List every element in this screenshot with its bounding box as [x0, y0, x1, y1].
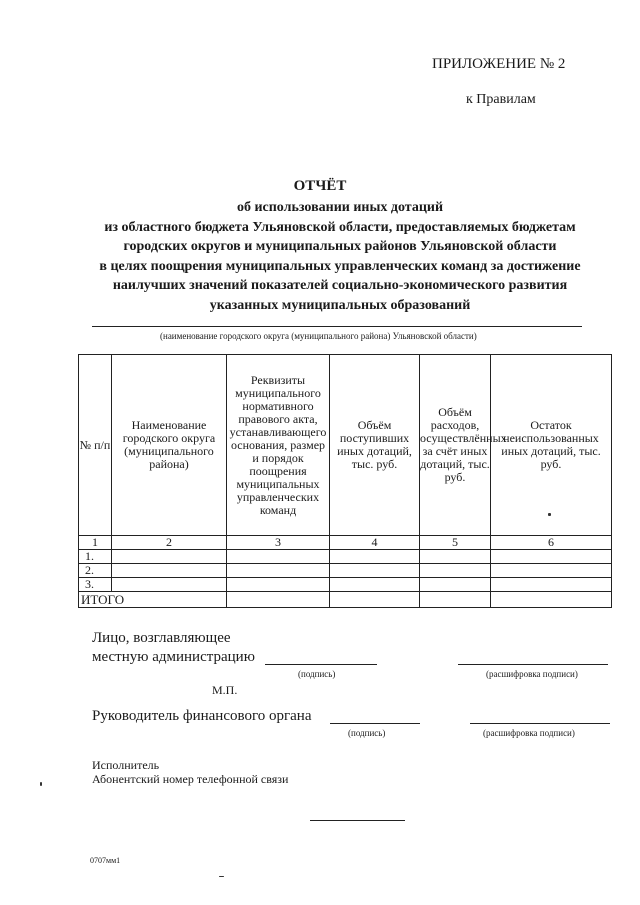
subtitle-line: об использовании иных дотаций	[236, 200, 444, 215]
finance-decode-line[interactable]	[470, 723, 610, 724]
column-number: 6	[491, 536, 612, 550]
finance-signature-caption: (подпись)	[348, 728, 386, 738]
table-cell[interactable]	[330, 550, 420, 564]
table-cell[interactable]	[420, 592, 491, 608]
scan-speck	[548, 513, 551, 516]
stamp-place: М.П.	[212, 683, 238, 697]
table-cell[interactable]	[491, 564, 612, 578]
table-cell[interactable]	[112, 550, 227, 564]
subtitle-line: в целях поощрения муниципальных управленческих команд за достижение	[99, 258, 581, 274]
column-number: 4	[330, 536, 420, 550]
scan-speck	[40, 782, 42, 786]
subtitle-line: указанных муниципальных образований	[209, 297, 471, 313]
column-number: 3	[227, 536, 330, 550]
header-col-remainder: Остаток неиспользованных иных дотаций, тыс. руб.	[491, 355, 612, 536]
closing-line	[310, 820, 405, 821]
table-cell[interactable]	[491, 578, 612, 592]
header-col-act: Реквизиты муниципального нормативного правового акта, устанавливающего основания, размер и порядок поощрения муниципальных управленческих команд	[227, 355, 330, 536]
head-signature-caption: (подпись)	[298, 669, 336, 679]
column-number: 2	[112, 536, 227, 550]
executor-label: Исполнитель	[92, 758, 160, 772]
header-col-received: Объём поступивших иных дотаций, тыс. руб.	[330, 355, 420, 536]
table-cell[interactable]	[330, 578, 420, 592]
table-cell[interactable]	[330, 592, 420, 608]
total-row	[79, 592, 612, 608]
subtitle-line: городских округов и муниципальных районов Ульяновской области	[123, 239, 557, 254]
row-number: 1.	[79, 550, 112, 564]
head-title-line1: Лицо, возглавляющее	[92, 630, 231, 646]
header-col-municipality: Наименование городского округа (муниципального района)	[112, 355, 227, 536]
row-number: 2.	[79, 564, 112, 578]
table-cell[interactable]	[112, 564, 227, 578]
head-signature-line[interactable]	[265, 664, 377, 665]
report-subtitle	[60, 198, 620, 315]
subtitle-line: из областного бюджета Ульяновской области, предоставляемых бюджетам	[104, 219, 576, 235]
head-decode-caption: (расшифровка подписи)	[486, 669, 578, 679]
table-cell[interactable]	[420, 564, 491, 578]
table-cell[interactable]	[112, 578, 227, 592]
table-cell[interactable]	[227, 592, 330, 608]
table-row	[79, 564, 612, 578]
table-cell[interactable]	[491, 592, 612, 608]
phone-label: Абонентский номер телефонной связи	[92, 772, 289, 786]
finance-signature-line[interactable]	[330, 723, 420, 724]
footer-code: 0707мм1	[90, 856, 121, 865]
subtitle-line: наилучших значений показателей социально-экономического развития	[112, 278, 568, 293]
header-col-number: № п/п	[79, 355, 112, 536]
column-number: 5	[420, 536, 491, 550]
report-title: ОТЧЁТ	[293, 178, 347, 194]
table-cell[interactable]	[420, 550, 491, 564]
municipality-name-line	[92, 326, 582, 327]
report-table	[78, 354, 612, 608]
head-decode-line[interactable]	[458, 664, 608, 665]
header-col-spent: Объём расходов, осуществлённых за счёт иных дотаций, тыс. руб.	[420, 355, 491, 536]
table-row	[79, 578, 612, 592]
municipality-caption: (наименование городского округа (муниципального района) Ульяновской области)	[160, 331, 477, 341]
table-cell[interactable]	[227, 550, 330, 564]
table-cell[interactable]	[330, 564, 420, 578]
scan-speck	[219, 876, 224, 877]
table-cell[interactable]	[491, 550, 612, 564]
table-cell[interactable]	[227, 578, 330, 592]
finance-decode-caption: (расшифровка подписи)	[483, 728, 575, 738]
table-cell[interactable]	[227, 564, 330, 578]
row-number: 3.	[79, 578, 112, 592]
appendix-rules-ref: к Правилам	[466, 92, 536, 107]
column-number: 1	[79, 536, 112, 550]
table-row	[79, 550, 612, 564]
head-title-line2: местную администрацию	[92, 649, 255, 665]
table-cell[interactable]	[420, 578, 491, 592]
total-label: ИТОГО	[79, 592, 227, 608]
finance-head-title: Руководитель финансового органа	[92, 708, 312, 724]
appendix-number: ПРИЛОЖЕНИЕ № 2	[432, 56, 566, 72]
